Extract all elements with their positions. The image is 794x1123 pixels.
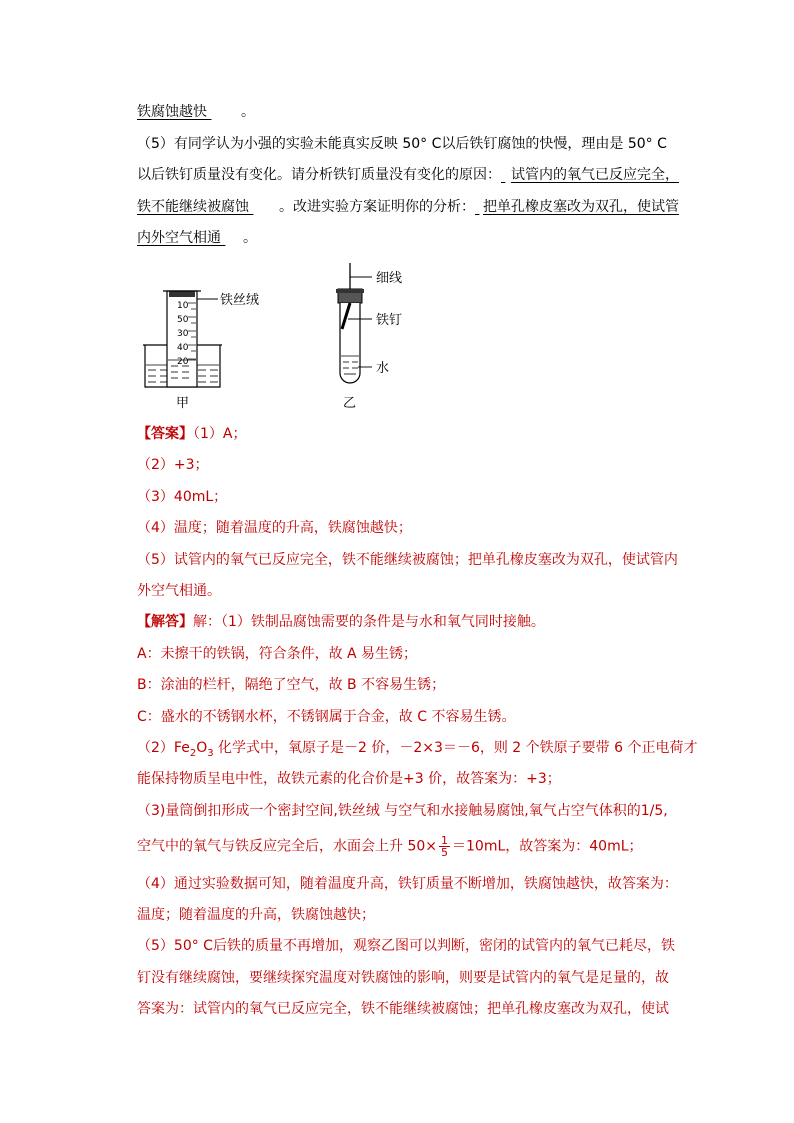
fraction-numerator: 1	[441, 834, 448, 847]
label-jia: 甲	[176, 396, 190, 411]
solution-3-line-1: （3)量筒倒扣形成一个密封空间,铁丝绒 与空气和水接触易腐蚀,氧气占空气体积的1/5,	[137, 803, 668, 819]
solution-2-text: 化学式中，氧原子是－2 价，－2×3＝－6，则 2 个铁原子要带 6 个正电荷才	[213, 740, 698, 756]
q5-answer-2: 把单孔橡皮塞改为双孔，使试管	[483, 199, 679, 215]
q4-end: 。	[241, 104, 255, 120]
solution-4-line-1: （4）通过实验数据可知，随着温度升高，铁钉质量不断增加，铁腐蚀越快，故答案为：	[137, 876, 678, 892]
tick-label: 50	[177, 315, 189, 325]
solution-line-1	[137, 612, 545, 632]
q5-line-2	[137, 165, 679, 185]
q5-line-1: （5）有同学认为小强的实验未能真实反映 50° C以后铁钉腐蚀的快慢，理由是 50° C	[137, 136, 667, 152]
q5-end: 。	[243, 230, 257, 246]
solution-C: C：盛水的不锈钢水杯，不锈钢属于合金，故 C 不容易生锈。	[137, 709, 516, 725]
apparatus-jia	[143, 291, 259, 411]
solution-5-line-3: 答案为：试管内的氧气已反应完全，铁不能继续被腐蚀；把单孔橡皮塞改为双孔，使试	[137, 1001, 669, 1017]
q5-text: 以后铁钉质量没有变化。请分析铁钉质量没有变化的原因：	[137, 167, 501, 183]
q5-line-3	[137, 197, 679, 217]
solution-5-line-1: （5）50° C后铁的质量不再增加，观察乙图可以判断，密闭的试管内的氧气已耗尽，铁	[137, 938, 675, 954]
solution-2-line-1	[137, 738, 697, 764]
test-tube	[340, 303, 360, 383]
q5-line-4	[137, 228, 257, 248]
answer-3: （3）40mL；	[137, 489, 228, 505]
apparatus-yi	[336, 263, 402, 411]
formula-o: O	[196, 740, 208, 756]
q5-answer-1b: 铁不能继续被腐蚀	[137, 199, 249, 215]
fraction-denominator: 5	[441, 846, 448, 859]
steel-wool	[169, 291, 195, 297]
tick-label: 30	[177, 329, 189, 339]
answer-2: （2）+3；	[137, 457, 209, 473]
solution-3-text: 空气中的氧气与铁反应完全后，水面会上升 50×	[137, 838, 437, 855]
tick-label: 20	[177, 357, 189, 367]
formula-fe: （2）Fe	[137, 740, 190, 756]
solution-1: 解：（1）铁制品腐蚀需要的条件是与水和氧气同时接触。	[193, 614, 545, 630]
q5-answer-1: 试管内的氧气已反应完全，	[511, 167, 679, 183]
q5-text-2: 。改进实验方案证明你的分析：	[279, 199, 475, 215]
steel-wool-label: 铁丝绒	[220, 293, 260, 308]
formula-sub: 3	[207, 747, 214, 759]
answer-line-1	[137, 424, 246, 444]
apparatus-figure	[140, 255, 430, 415]
answer-tag: 【答案】	[137, 426, 193, 442]
q4-answer: 铁腐蚀越快	[137, 104, 207, 120]
solution-5-line-2: 钉没有继续腐蚀，要继续探究温度对铁腐蚀的影响，则要是试管内的氧气是足量的，故	[137, 970, 669, 986]
label-yi: 乙	[343, 396, 357, 411]
solution-tag: 【解答】	[137, 614, 193, 630]
tick-label: 40	[177, 343, 189, 353]
solution-B: B：涂油的栏杆，隔绝了空气，故 B 不容易生锈；	[137, 677, 446, 693]
solution-2-line-2: 能保持物质呈电中性，故铁元素的化合价是+3 价，故答案为：+3；	[137, 771, 561, 787]
solution-3-line-2	[137, 835, 643, 858]
thread-label: 细线	[376, 271, 403, 286]
nail-label: 铁钉	[376, 313, 403, 328]
solution-4-line-2: 温度；随着温度的升高，铁腐蚀越快；	[137, 907, 375, 923]
blank-underline	[207, 102, 233, 122]
tick-label: 10	[177, 301, 189, 311]
answer-1: （1）A；	[193, 426, 247, 442]
q5-answer-2b: 内外空气相通	[137, 230, 221, 246]
q4-tail-line	[137, 102, 255, 122]
solution-A: A：未擦干的铁锅，符合条件，故 A 易生锈；	[137, 646, 418, 662]
answer-5-line-2: 外空气相通。	[137, 583, 221, 599]
fraction	[439, 835, 450, 858]
formula-sub: 2	[189, 747, 197, 759]
answer-4: （4）温度；随着温度的升高，铁腐蚀越快；	[137, 520, 412, 536]
answer-5-line-1: （5）试管内的氧气已反应完全，铁不能继续被腐蚀；把单孔橡皮塞改为双孔，使试管内	[137, 552, 678, 568]
water-label: 水	[376, 361, 390, 376]
solution-3-text-2: ＝10mL，故答案为：40mL；	[452, 838, 643, 855]
